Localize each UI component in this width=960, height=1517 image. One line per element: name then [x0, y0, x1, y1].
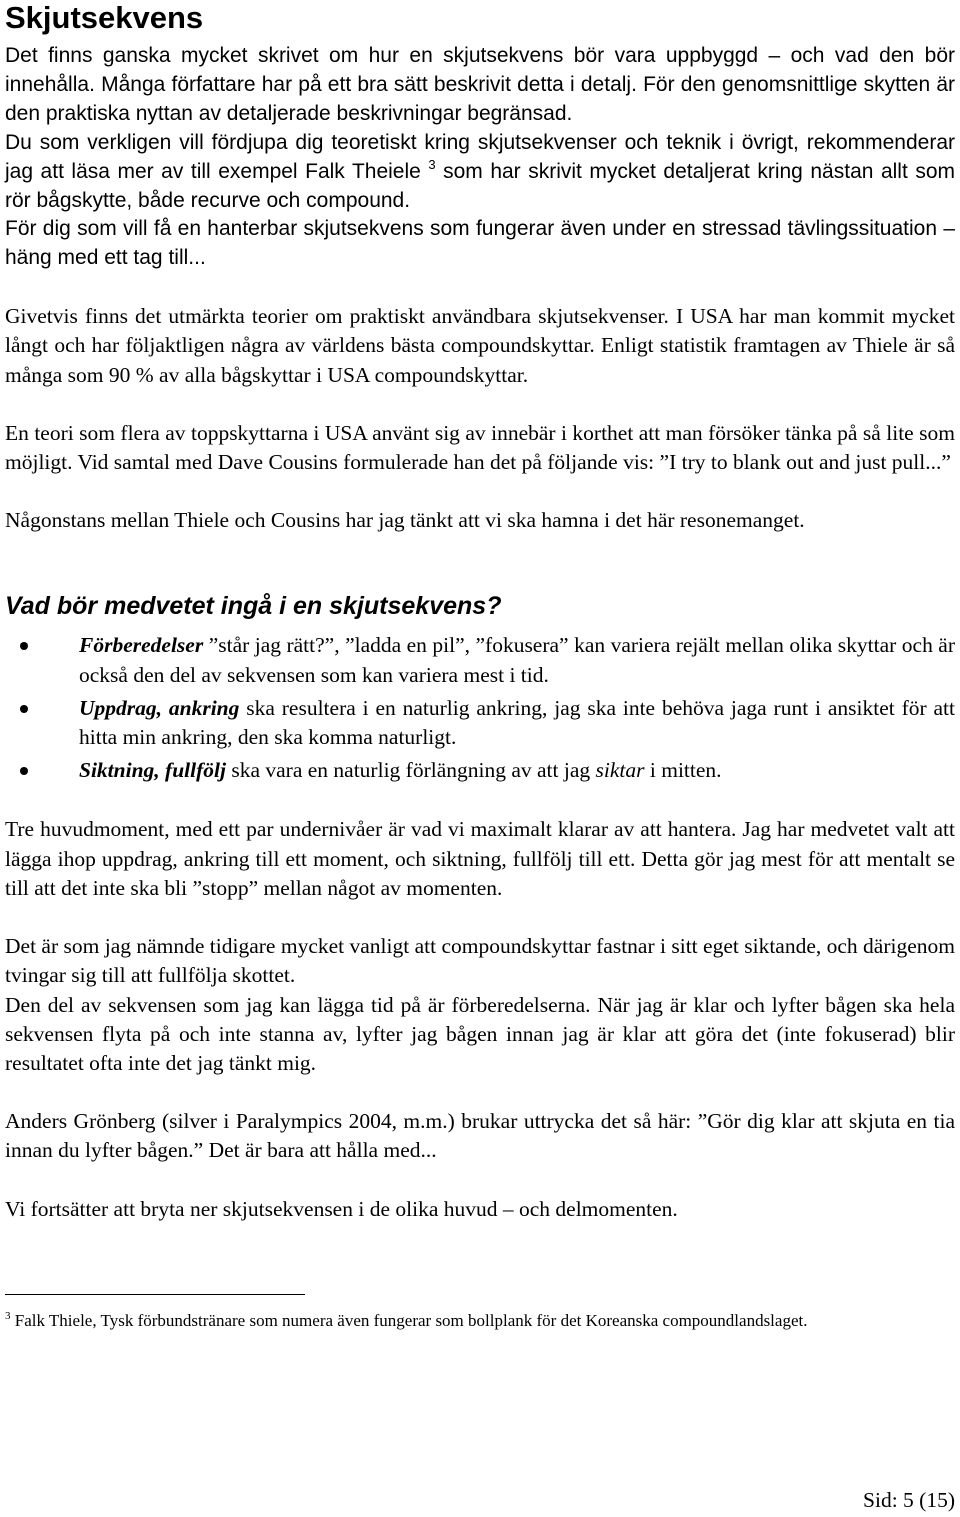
- intro-paragraph-2: [5, 129, 955, 216]
- bullet-icon: [20, 705, 28, 713]
- body-paragraph-aiming: Det är som jag nämnde tidigare mycket vanligt att compoundskyttar fastnar i sitt eget siktande, och därigenom tvingar sig till att fullfölja skottet.: [5, 934, 955, 988]
- list-item-text-end: i mitten.: [649, 758, 722, 783]
- sequence-list: [5, 631, 955, 785]
- body-paragraph-closing: Vi fortsätter att bryta ner skjutsekvensen i de olika huvud – och delmomenten.: [5, 1196, 678, 1221]
- body-paragraph-preparation: Den del av sekvensen som jag kan lägga tid på är förberedelserna. När jag är klar och lyfter bågen ska hela sekvensen flyta på och inte stanna av, lyfter jag bågen innan jag är klar att göra det (inte fokuserad) blir resultatet ofta inte det jag tänkt mig.: [5, 992, 955, 1075]
- document-page: [5, 0, 955, 1333]
- footnote-number: 3: [5, 1309, 11, 1322]
- intro-paragraph-2-end: som har skrivit mycket detaljerat kring nästan allt som rör bågskytte, både recurve och compound.: [5, 159, 955, 212]
- list-item-text: ska vara en naturlig förlängning av att jag: [231, 758, 591, 783]
- bullet-icon: [20, 642, 28, 650]
- list-item-text: ska resultera i en naturlig ankring, jag ska inte behöva jaga runt i ansiktet för att hitta min ankring, den ska komma naturligt.: [79, 695, 956, 750]
- page-title: Skjutsekvens: [5, 0, 204, 35]
- body-paragraph-quote: Anders Grönberg (silver i Paralympics 2004, m.m.) brukar uttrycka det så här: ”Gör dig klar att skjuta en tia innan du lyfter bågen.” Det är bara att hålla med...: [5, 1109, 955, 1163]
- intro-paragraph-3: För dig som vill få en hanterbar skjutsekvens som fungerar även under en stressad tävlingssituation – häng med ett tag till...: [5, 217, 955, 270]
- page-number: Sid: 5 (15): [863, 1488, 955, 1512]
- list-item-term: Förberedelser: [79, 633, 204, 658]
- list-item: [5, 631, 955, 689]
- footnote-text: Falk Thiele, Tysk förbundstränare som numera även fungerar som bollplank för det Koreanska compoundlandslaget.: [14, 1310, 808, 1330]
- body-paragraph-moments: Tre huvudmoment, med ett par undernivåer är vad vi maximalt klarar av att hantera. Jag har medvetet valt att lägga ihop uppdrag, ankring till ett moment, och siktning, fullfölj till ett. Detta gör jag mest för att mentalt se till att det inte ska bli ”stopp” mellan något av momenten.: [5, 817, 955, 900]
- body-paragraph-usa: Givetvis finns det utmärkta teorier om praktiskt användbara skjutsekvenser. I USA har man kommit mycket långt och har följaktligen några av världens bästa compoundskyttar. Enligt statistik framtagen av Thiele är så många som 90 % av alla bågskyttar i USA compoundskyttar.: [5, 304, 955, 387]
- intro-paragraph-2-start: Du som verkligen vill fördjupa dig teoretiskt kring skjutsekvenser och teknik i övrigt, rekommenderar jag att läsa mer av till exempel Falk Theiele: [5, 130, 955, 183]
- body-paragraph-theory: En teori som flera av toppskyttarna i USA använt sig av innebär i korthet att man försöker tänka på så lite som möjligt. Vid samtal med Dave Cousins formulerade han det på följande vis: ”I try to blank out and just pull...”: [5, 420, 955, 475]
- list-item: [5, 756, 955, 785]
- section-heading: Vad bör medvetet ingå i en skjutsekvens?: [5, 592, 502, 621]
- footnote-ref: 3: [428, 156, 436, 172]
- list-item-term: Siktning, fullfölj: [79, 758, 226, 783]
- list-item-term: Uppdrag, ankring: [79, 695, 240, 720]
- intro-paragraph-1: Det finns ganska mycket skrivet om hur en skjutsekvens bör vara uppbyggd – och vad den bör innehålla. Många författare har på ett bra sätt beskrivit detta i detalj. För den genomsnittlige skytten är den praktiska nyttan av detaljerade beskrivningar begränsad.: [5, 44, 955, 125]
- list-item-text: ”står jag rätt?”, ”ladda en pil”, ”fokusera” kan variera rejält mellan olika skyttar och är också den del av sekvensen som kan variera mest i tid.: [79, 633, 956, 687]
- body-paragraph-summary: Någonstans mellan Thiele och Cousins har jag tänkt att vi ska hamna i det här resonemanget.: [5, 508, 805, 533]
- bullet-icon: [20, 767, 28, 775]
- list-item: [5, 694, 955, 752]
- footnote: [5, 1309, 955, 1333]
- list-item-emphasis: siktar: [595, 758, 645, 783]
